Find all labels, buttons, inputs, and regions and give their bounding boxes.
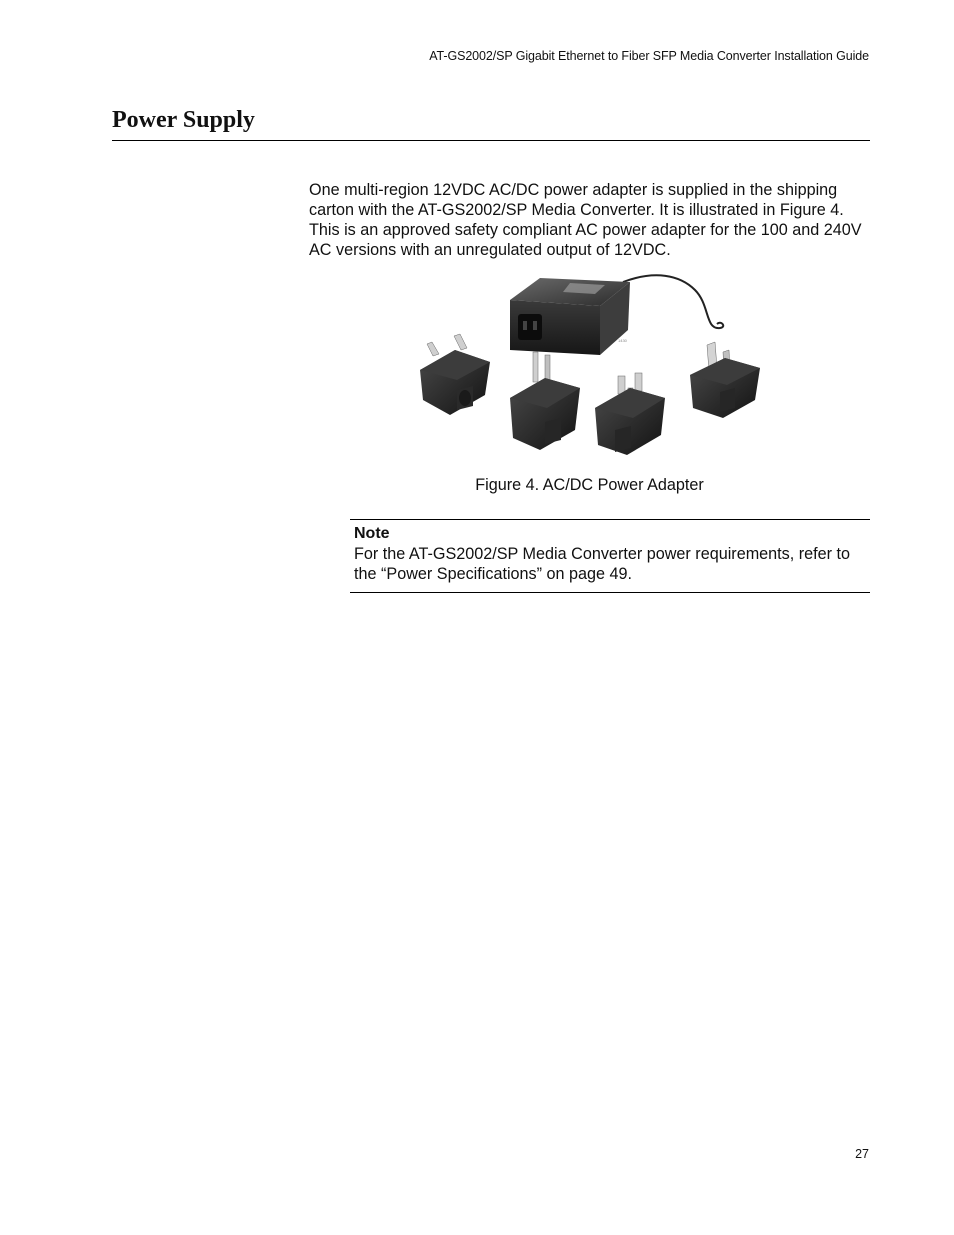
eu-plug-icon	[510, 352, 580, 450]
image-label: 1430	[618, 338, 627, 343]
page-number: 27	[855, 1147, 869, 1161]
note-label: Note	[354, 525, 390, 542]
body-paragraph: One multi-region 12VDC AC/DC power adapter is supplied in the shipping carton with the AT-GS2002/SP Media Converter. It is illustrated in Figure 4. This is an approved safety compliant AC power adapter for the 100 and 240V AC versions with an unregulated output of 12VDC.	[309, 181, 862, 259]
note-box	[350, 519, 870, 593]
power-adapter-icon	[510, 275, 723, 355]
section-title: Power Supply	[112, 107, 255, 133]
running-header: AT-GS2002/SP Gigabit Ethernet to Fiber SFP Media Converter Installation Guide	[429, 49, 869, 63]
note-text: For the AT-GS2002/SP Media Converter power requirements, refer to the “Power Specifications” on page 49.	[354, 545, 851, 583]
figure-caption: Figure 4. AC/DC Power Adapter	[475, 476, 704, 494]
title-rule	[112, 140, 870, 141]
au-plug-icon	[420, 334, 490, 415]
uk-plug-icon	[595, 373, 665, 455]
figure-power-adapter	[415, 270, 760, 458]
us-plug-icon	[690, 342, 760, 418]
